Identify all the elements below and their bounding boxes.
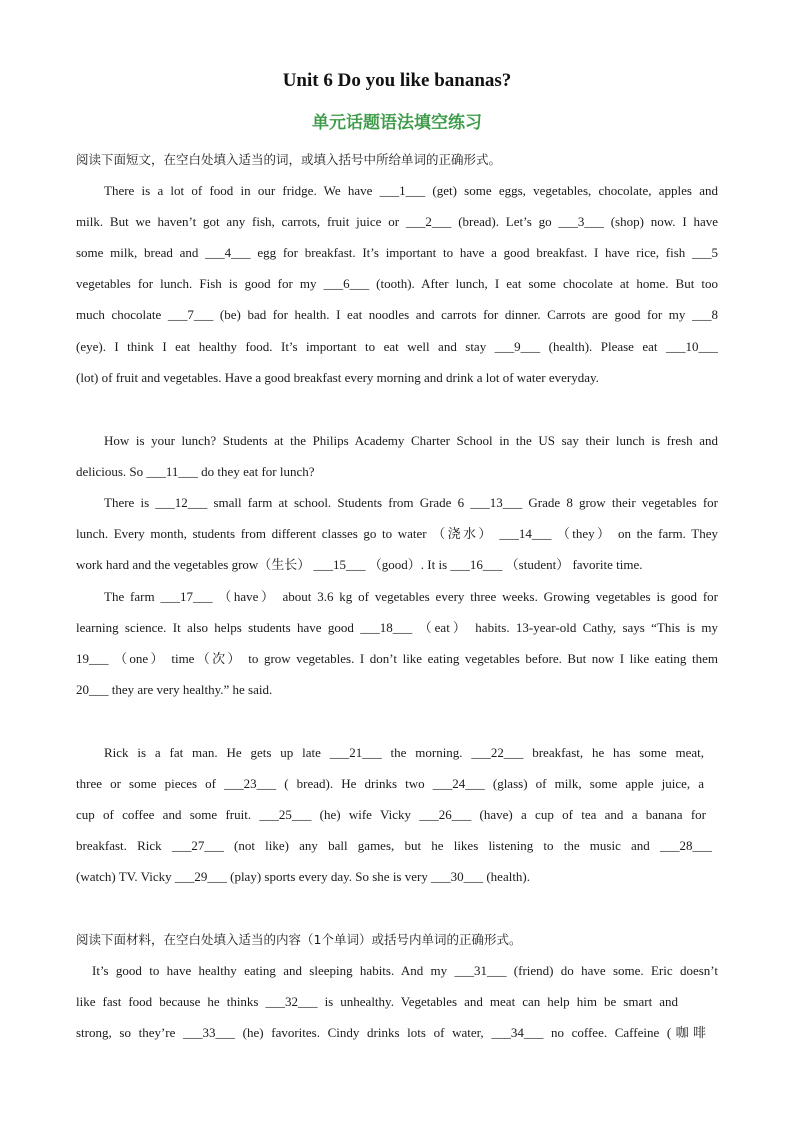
passage2-line: How is your lunch? Students at the Philips Academy Charter School in the US say their lunch is fresh and: [104, 433, 718, 448]
passage3-line: (watch) TV. Vicky ___29___ (play) sports every day. So she is very ___30___ (health).: [76, 869, 531, 884]
passage3-line: breakfast. Rick ___27___ (not like) any ball games, but he likes listening to the music and ___28___: [76, 838, 712, 853]
passage3-line: cup of coffee and some fruit. ___25___ (he) wife Vicky ___26___ (have) a cup of tea and a banana for: [76, 807, 706, 822]
passage3-line: Rick is a fat man. He gets up late ___21___ the morning. ___22___ breakfast, he has some meat,: [104, 745, 704, 760]
instruction-part2: 阅读下面材料，在空白处填入适当的内容（1个单词）或括号内单词的正确形式。: [76, 932, 522, 947]
passage2-line: 19___ （one） time（次） to grow vegetables. I don’t like eating vegetables before. But now I like eating them: [76, 651, 718, 666]
passage2-line: 20___ they are very healthy.” he said.: [76, 682, 273, 697]
passage2-line: work hard and the vegetables grow（生长） ___15___ （good）. It is ___16___ （student） favorite time.: [76, 557, 643, 572]
passage2-line: learning science. It also helps students have good ___18___ （eat） habits. 13-year-old Cathy, says “This is my: [76, 620, 718, 635]
passage4-line: It’s good to have healthy eating and sleeping habits. And my ___31___ (friend) do have some. Eric doesn’t: [92, 963, 718, 978]
passage3-line: three or some pieces of ___23___ ( bread). He drinks two ___24___ (glass) of milk, some apple juice, a: [76, 776, 704, 791]
instruction-part1: 阅读下面短文，在空白处填入适当的词，或填入括号中所给单词的正确形式。: [76, 152, 502, 167]
passage1-line: There is a lot of food in our fridge. We have ___1___ (get) some eggs, vegetables, chocolate, apples and: [104, 183, 718, 198]
passage2-line: There is ___12___ small farm at school. Students from Grade 6 ___13___ Grade 8 grow their vegetables for: [104, 495, 718, 510]
passage1-line: some milk, bread and ___4___ egg for breakfast. It’s important to have a good breakfast. I have rice, fish ___5: [76, 245, 718, 260]
passage2-line: lunch. Every month, students from different classes go to water （浇水） ___14___ （they） on the farm. They: [76, 526, 718, 541]
passage1-line: vegetables for lunch. Fish is good for my ___6___ (tooth). After lunch, I eat some chocolate at home. But too: [76, 276, 718, 291]
passage1-line: much chocolate ___7___ (be) bad for health. I eat noodles and carrots for dinner. Carrots are good for my ___8: [76, 307, 718, 322]
passage4-line: like fast food because he thinks ___32___ is unhealthy. Vegetables and meat can help him be smart and: [76, 994, 678, 1009]
passage4-line: strong, so they’re ___33___ (he) favorites. Cindy drinks lots of water, ___34___ no coffee. Caffeine (咖啡: [76, 1025, 706, 1040]
page-title: Unit 6 Do you like bananas?: [282, 70, 512, 91]
passage2-line: The farm ___17___ （have） about 3.6 kg of vegetables every three weeks. Growing vegetables is good for: [104, 589, 718, 604]
passage1-line: (eye). I think I eat healthy food. It’s important to eat well and stay ___9___ (health). Please eat ___10___: [76, 339, 718, 354]
passage2-line: delicious. So ___11___ do they eat for lunch?: [76, 464, 315, 479]
passage1-line: milk. But we haven’t got any fish, carrots, fruit juice or ___2___ (bread). Let’s go ___3___ (shop) now. I have: [76, 214, 718, 229]
page-subtitle: 单元话题语法填空练习: [312, 113, 482, 133]
passage1-line: (lot) of fruit and vegetables. Have a good breakfast every morning and drink a lot of water everyday.: [76, 370, 599, 385]
